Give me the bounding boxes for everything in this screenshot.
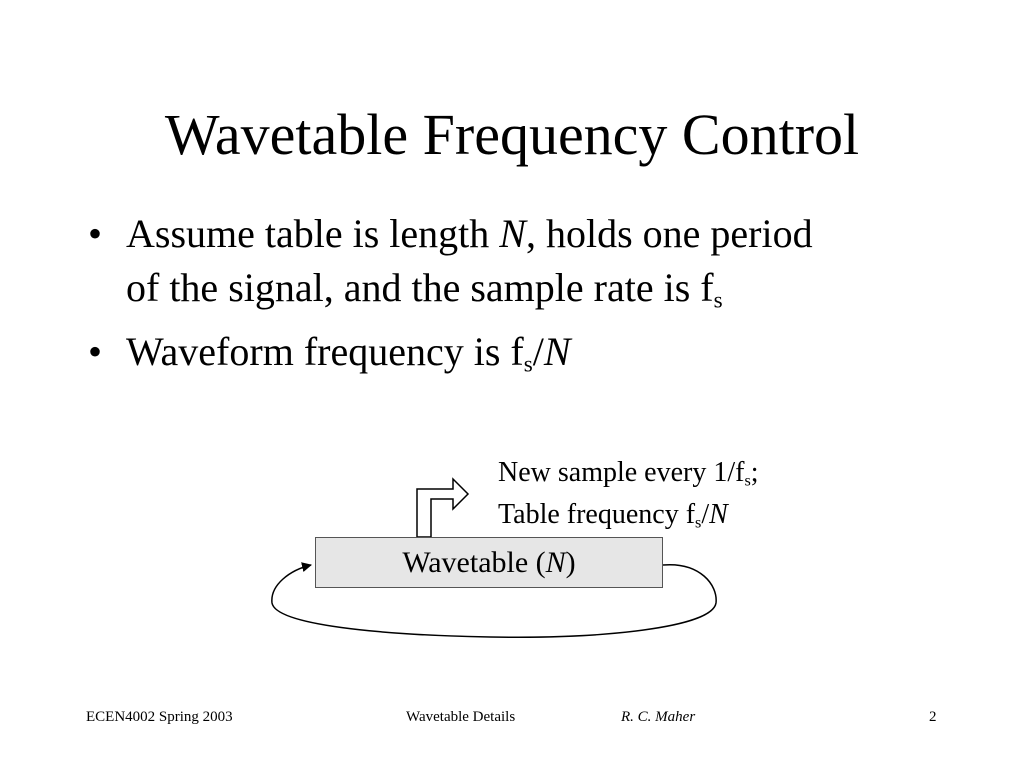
annotation-segment: Table frequency f [498, 499, 696, 530]
variable-n: N [543, 329, 571, 374]
variable-n: N [709, 499, 728, 530]
annotation-segment: ; [750, 457, 759, 488]
bullet-text-segment: Assume table is length [126, 211, 500, 256]
box-label-segment: Wavetable ( [402, 546, 546, 579]
subscript-s: s [713, 287, 723, 314]
annotation-segment: New sample every 1/f [498, 457, 745, 488]
bullet-text-segment: , holds one period [525, 211, 813, 256]
slash: / [701, 499, 710, 530]
footer-topic: Wavetable Details [406, 709, 516, 725]
variable-n: N [545, 546, 566, 579]
subscript-s: s [744, 471, 751, 490]
footer-author: R. C. Maher [621, 709, 696, 725]
variable-n: N [499, 211, 526, 256]
subscript-s: s [695, 513, 702, 532]
output-bent-arrow-icon [417, 479, 468, 537]
bullet-marker: • [88, 329, 103, 374]
bullet-marker: • [88, 211, 103, 256]
bullet-text-segment: Waveform frequency is f [126, 329, 524, 374]
box-label-segment: ) [565, 546, 576, 579]
footer-course: ECEN4002 Spring 2003 [86, 709, 233, 725]
slide-title: Wavetable Frequency Control [164, 102, 860, 167]
slash: / [532, 329, 544, 374]
bullet-text-segment: of the signal, and the sample rate is f [126, 265, 714, 310]
diagram-annotation [498, 452, 759, 536]
footer-page-number: 2 [929, 709, 937, 725]
wavetable-box [315, 537, 663, 588]
subscript-s: s [523, 351, 533, 378]
